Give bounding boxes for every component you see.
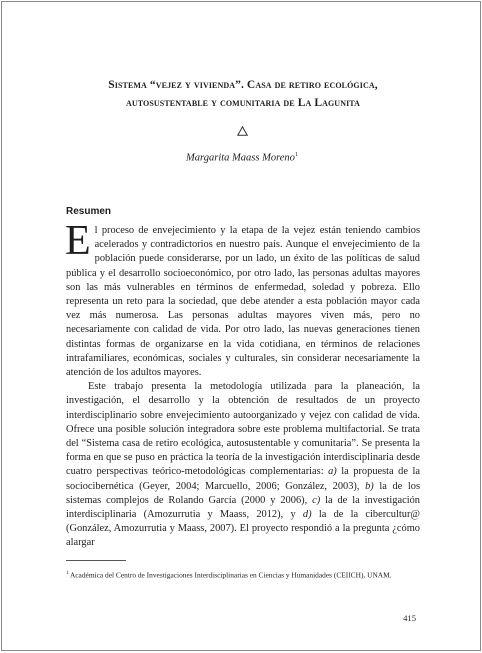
footnote-mark: 1 [66, 571, 69, 576]
chapter-title [42, 76, 444, 112]
author-footnote-mark: 1 [294, 152, 298, 158]
paragraph-2-text-4: la de la investigación interdisciplinaria (Amozurrutia y Maass, 2012), y [66, 494, 420, 521]
triangle-outline-icon [237, 126, 248, 136]
paragraph-2-text-3: la de los sistemas complejos de Rolando García (2000 y 2006), [66, 480, 420, 506]
abstract-paragraph-2 [66, 380, 420, 550]
list-mark-a: a) [328, 466, 337, 478]
abstract-paragraph-1 [65, 218, 420, 380]
list-mark-d: d) [302, 509, 312, 521]
chapter-title-line-2: autosustentable y comunitaria de La Lagunita [126, 97, 360, 109]
author-line [2, 152, 482, 164]
paragraph-1-text: l proceso de envejecimiento y la etapa de la vejez están teniendo cambios acelerados y contradictorios en nuestro país. Aunque el envejecimiento de la población puede considerarse, por un lado, un éxito de las políticas de salud pública y el desarrollo socioeconómico, por otro lado, las personas adultas mayores son las más vulnerables en términos de enfermedad, soledad y pobreza. Ello representa un reto para la sociedad, que debe atender a esta población mayor cada vez más numerosa. Las personas adultas mayores viven más, pero no necesariamente con calidad de vida. Por otro lado, las nuevas generaciones tienen distintas formas de organizarse en la vida cotidiana, en términos de relaciones intrafamiliares, económicas, sociales y culturales, sin considerar necesariamente la atención de los adultos mayores. [66, 225, 420, 379]
footnote-divider [66, 560, 126, 561]
paragraph-2-text-2: la propuesta de la sociocibernética (Geyer, 2004; Marcuello, 2006; González, 2003), [66, 466, 420, 492]
section-heading: Resumen [66, 206, 112, 217]
author-name: Margarita Maass Moreno [186, 152, 295, 164]
document-page [1, 1, 481, 651]
paragraph-2-text-5: la de la cibercultur@ (González, Amozurrutia y Maass, 2007). El proyecto respondió a la pregunta ¿cómo alargar [66, 509, 420, 549]
page-number: 415 [403, 613, 416, 623]
footnote [66, 568, 420, 581]
paragraph-2-text-1: Este trabajo presenta la metodología utilizada para la planeación, la investigación, el desarrollo y la obtención de resultados de un proyecto interdisciplinario sobre envejecimiento autoorganizado y vejez con calidad de vida. Ofrece una posible solución integradora sobre este problema multifactorial. Se trata del “Sistema casa de retiro ecológica, autosustentable y comunitaria”. Se presenta la forma en que se puso en práctica la teoría de la investigación interdisciplinaria desde cuatro perspectivas teórico-metodológicas complementarias: [66, 381, 420, 478]
chapter-title-line-1: Sistema “vejez y vivienda”. Casa de retiro ecológica, [108, 79, 378, 91]
list-mark-c: c) [312, 494, 321, 506]
list-mark-b: b) [365, 480, 374, 492]
abstract-body [65, 218, 420, 551]
drop-cap: E [65, 218, 91, 264]
footnote-text: Académica del Centro de Investigaciones Interdisciplinarias en Ciencias y Humanidades (CEIICH), UNAM. [68, 570, 392, 580]
